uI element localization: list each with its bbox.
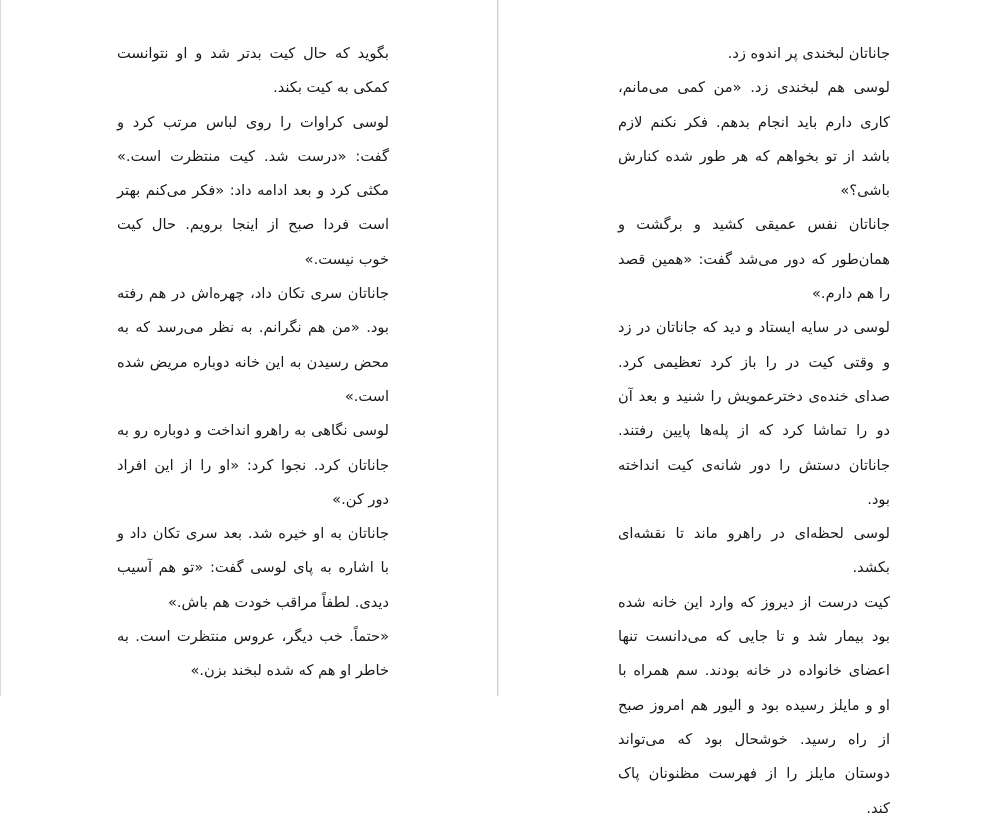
left-page (0, 0, 498, 696)
paragraph: لوسی هم لبخندی زد. «من کمی می‌مانم، کاری دارم باید انجام بدهم. فکر نکنم لازم باشد از تو بخواهم که هر طور شده کنارش باشی؟» (618, 79, 890, 200)
left-page-text (117, 37, 389, 689)
right-page-text (618, 37, 890, 826)
right-page (499, 0, 993, 817)
paragraph: کیت درست از دیروز که وارد این خانه شده بود بیمار شد و تا جایی که می‌دانست تنها اعضای خانواده در خانه بودند. سم همراه با او و مایلز رسیده بود و الیور هم امروز صبح از راه رسید. خوشحال بود که می‌تواند دوستان مایلز را از فهرست مظنونان پاک کند. (618, 593, 890, 817)
paragraph: بگوید که حال کیت بدتر شد و او نتوانست کمکی به کیت بکند. (117, 45, 389, 97)
paragraph: جاناتان به او خیره شد. بعد سری تکان داد و با اشاره به پای لوسی گفت: «تو هم آسیب دیدی. لطفاً مراقب خودت هم باش.» (117, 525, 389, 611)
paragraph: جاناتان سری تکان داد، چهره‌اش در هم رفته بود. «من هم نگرانم. به نظر می‌رسد که به محض رسیدن به این خانه دوباره مریض شده است.» (117, 285, 389, 405)
paragraph: لوسی نگاهی به راهرو انداخت و دوباره رو به جاناتان کرد. نجوا کرد: «او را از این افراد دور کن.» (117, 422, 389, 508)
paragraph: لوسی لحظه‌ای در راهرو ماند تا نقشه‌ای بکشد. (618, 525, 890, 577)
paragraph: جاناتان نفس عمیقی کشید و برگشت و همان‌طور که دور می‌شد گفت: «همین قصد را هم دارم.» (618, 216, 890, 303)
paragraph: «حتماً. خب دیگر، عروس منتظرت است. به خاطر او هم که شده لبخند بزن.» (117, 628, 389, 680)
paragraph: لوسی در سایه ایستاد و دید که جاناتان در زد و وقتی کیت در را باز کرد تعظیمی کرد. صدای خنده‌ی دخترعمویش را شنید و بعد آن دو را تماشا کرد که از پله‌ها پایین رفتند. جاناتان دستش را دور شانه‌ی کیت انداخته بود. (618, 319, 890, 508)
paragraph: لوسی کراوات را روی لباس مرتب کرد و گفت: «درست شد. کیت منتظرت است.» مکثی کرد و بعد ادامه داد: «فکر می‌کنم بهتر است فردا صبح از اینجا برویم. حال کیت خوب نیست.» (117, 113, 389, 268)
paragraph: جاناتان لبخندی پر اندوه زد. (727, 45, 890, 62)
